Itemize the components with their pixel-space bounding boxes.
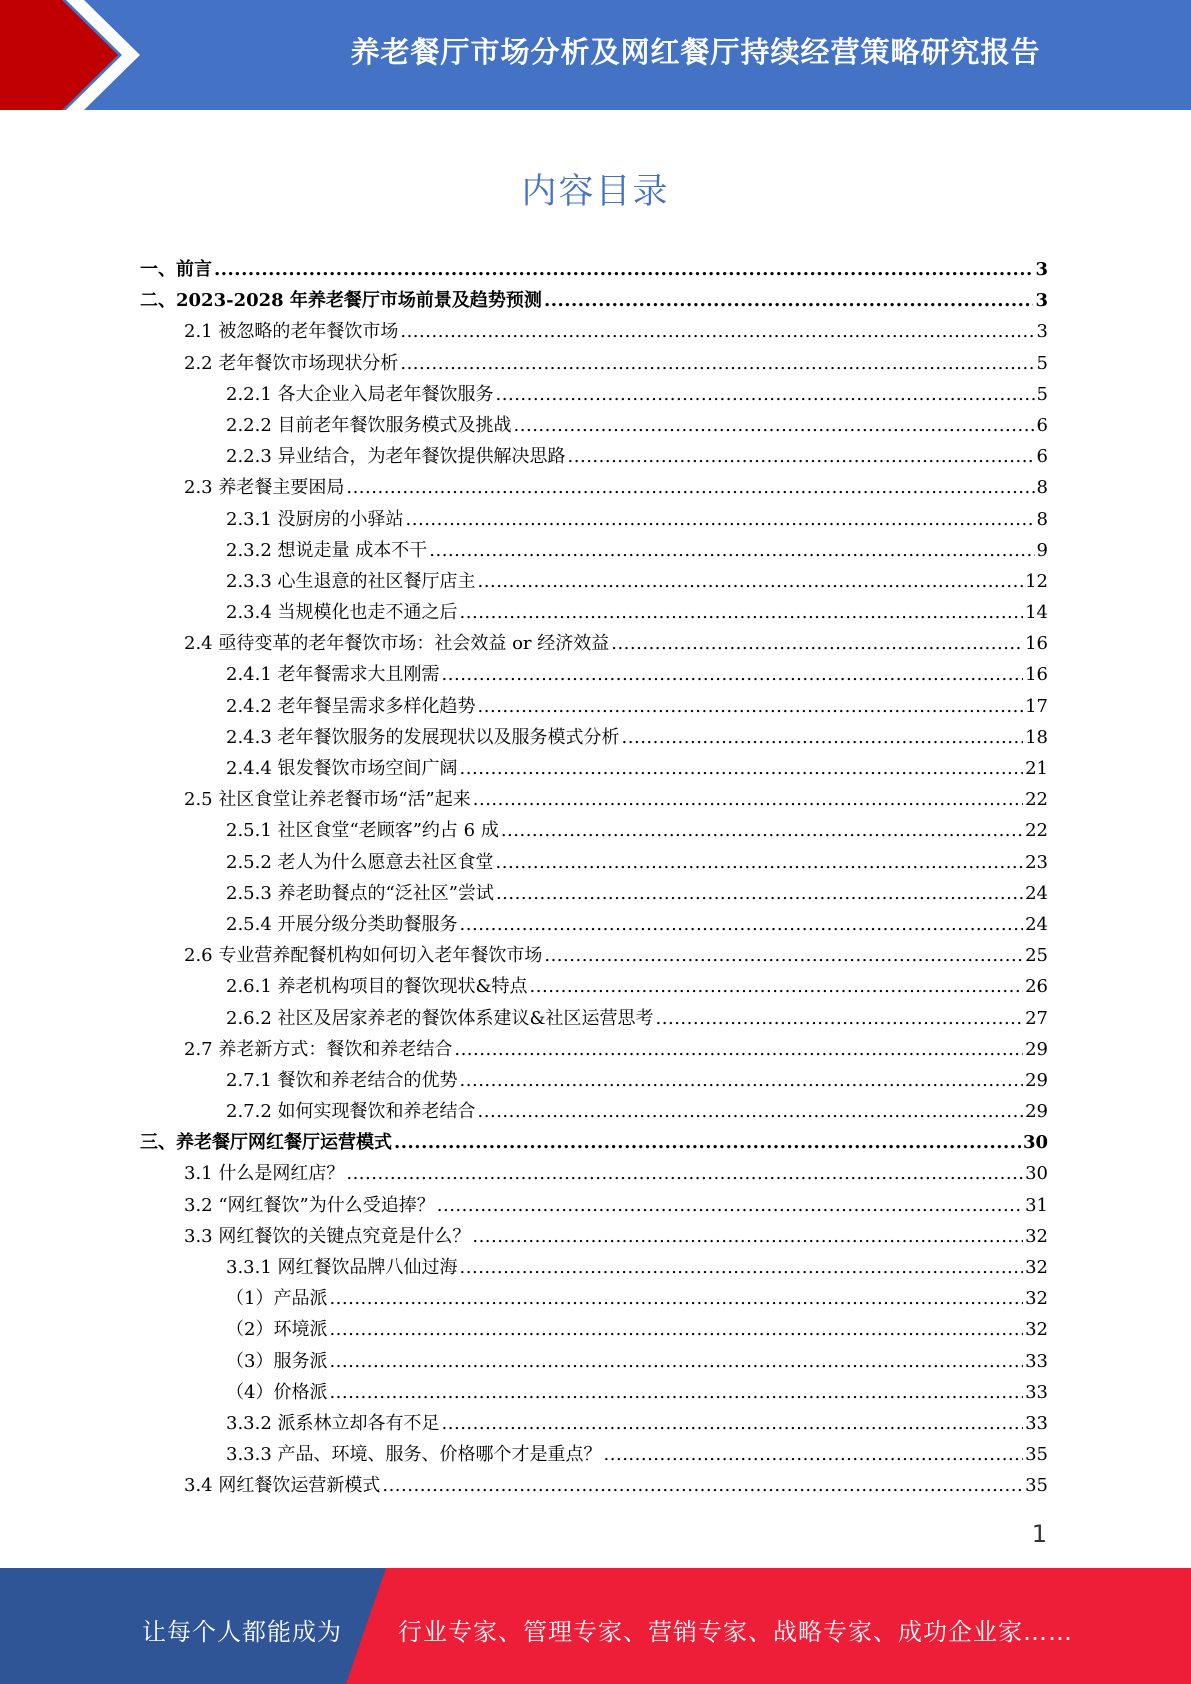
toc-dot-leader (329, 1314, 1023, 1345)
toc-entry-title: 2.5.1 社区食堂“老顾客”约占 6 成 (226, 820, 499, 842)
toc-entry-page: 5 (1036, 383, 1048, 405)
toc-entry[interactable] (140, 722, 1048, 753)
toc-dot-leader (437, 1190, 1023, 1221)
toc-entry-title: （2）环境派 (226, 1319, 328, 1341)
toc-entry-title: 3.3.2 派系林立却各有不足 (226, 1412, 440, 1434)
toc-entry-page: 5 (1036, 352, 1048, 374)
toc-dot-leader (394, 1127, 1021, 1158)
toc-entry-title: 2.5.4 开展分级分类助餐服务 (226, 913, 458, 935)
toc-entry-title: 2.2.1 各大企业入局老年餐饮服务 (226, 383, 494, 405)
toc-dot-leader (478, 691, 1024, 722)
toc-entry-page: 3 (1036, 321, 1048, 343)
toc-entry[interactable] (140, 628, 1048, 659)
toc-entry[interactable] (140, 535, 1048, 566)
toc-entry-title: 2.7.2 如何实现餐饮和养老结合 (226, 1101, 476, 1123)
toc-entry-page: 30 (1022, 1132, 1048, 1154)
toc-entry-page: 25 (1025, 945, 1048, 967)
toc-dot-leader (442, 1408, 1024, 1439)
toc-entry-page: 27 (1025, 1007, 1048, 1029)
toc-entry[interactable] (140, 504, 1048, 535)
toc-entry-page: 16 (1025, 633, 1048, 655)
toc-entry-title: 二、2023-2028 年养老餐厅市场前景及趋势预测 (140, 290, 542, 312)
toc-dot-leader (544, 285, 1034, 316)
toc-entry[interactable] (140, 753, 1048, 784)
toc-entry-page: 22 (1025, 789, 1048, 811)
toc-entry-title: 2.3.2 想说走量 成本不干 (226, 539, 428, 561)
toc-dot-leader (406, 504, 1035, 535)
toc-entry-title: 2.3.1 没厨房的小驿站 (226, 508, 404, 530)
toc-dot-leader (496, 379, 1035, 410)
toc-dot-leader (611, 628, 1023, 659)
toc-entry[interactable] (140, 1314, 1048, 1345)
toc-entry-page: 17 (1025, 695, 1048, 717)
toc-entry-title: 3.1 什么是网红店？ (184, 1163, 345, 1185)
toc-dot-leader (514, 410, 1035, 441)
toc-entry-page: 24 (1025, 913, 1048, 935)
toc-entry-page: 26 (1025, 976, 1048, 998)
toc-dot-leader (214, 254, 1033, 285)
toc-entry[interactable] (140, 971, 1048, 1002)
toc-entry[interactable] (140, 597, 1048, 628)
toc-entry-page: 3 (1035, 259, 1048, 280)
toc-entry-page: 21 (1025, 758, 1048, 779)
toc-entry-page: 3 (1035, 290, 1048, 312)
toc-entry[interactable] (140, 1158, 1048, 1189)
toc-entry[interactable] (140, 659, 1048, 690)
toc-entry-page: 6 (1036, 414, 1048, 436)
toc-dot-leader (604, 1439, 1024, 1470)
toc-entry[interactable] (140, 1003, 1048, 1034)
toc-entry-page: 32 (1025, 1225, 1048, 1247)
toc-entry-page: 29 (1025, 1069, 1048, 1091)
toc-entry-title: 2.4.4 银发餐饮市场空间广阔 (226, 758, 458, 779)
toc-entry-title: 2.3.3 心生退意的社区餐厅店主 (226, 570, 476, 592)
toc-entry-title: 2.4 亟待变革的老年餐饮市场：社会效益 or 经济效益 (184, 633, 610, 655)
toc-entry[interactable] (140, 441, 1048, 472)
toc-dot-leader (478, 566, 1024, 597)
toc-entry[interactable] (140, 847, 1048, 878)
toc-entry-page: 24 (1025, 882, 1048, 904)
toc-entry-title: 2.7.1 餐饮和养老结合的优势 (226, 1069, 458, 1091)
toc-entry[interactable] (140, 909, 1048, 940)
toc-entry-page: 14 (1025, 602, 1048, 624)
toc-dot-leader (530, 971, 1024, 1002)
toc-entry[interactable] (140, 1221, 1048, 1252)
toc-dot-leader (478, 1096, 1024, 1127)
toc-entry-title: 2.3 养老餐主要困局 (184, 477, 345, 499)
toc-entry[interactable] (140, 472, 1048, 503)
toc-entry-title: 三、养老餐厅网红餐厅运营模式 (140, 1132, 392, 1154)
toc-entry[interactable] (140, 566, 1048, 597)
toc-dot-leader (460, 1065, 1024, 1096)
report-title: 养老餐厅市场分析及网红餐厅持续经营策略研究报告 (350, 35, 1041, 69)
toc-entry-page: 8 (1036, 508, 1048, 530)
toc-dot-leader (501, 815, 1023, 846)
toc-entry-page: 32 (1025, 1257, 1048, 1278)
toc-dot-leader (346, 472, 1034, 503)
toc-entry-title: 一、前言 (140, 259, 212, 280)
toc-entry[interactable] (140, 940, 1048, 971)
toc-dot-leader (473, 784, 1023, 815)
toc-entry-page: 33 (1025, 1350, 1048, 1372)
toc-entry[interactable] (140, 1408, 1048, 1439)
toc-dot-leader (622, 722, 1024, 753)
footer-slogan-right: 行业专家、管理专家、营销专家、战略专家、成功企业家…… (398, 1618, 1073, 1646)
toc-entry-page: 22 (1025, 820, 1048, 842)
toc-dot-leader (460, 597, 1024, 628)
toc-entry-page: 33 (1025, 1412, 1048, 1434)
toc-entry-page: 29 (1025, 1101, 1048, 1123)
toc-dot-leader (442, 659, 1024, 690)
toc-dot-leader (382, 1470, 1023, 1501)
toc-entry-title: 3.4 网红餐饮运营新模式 (184, 1475, 381, 1497)
page-number: 1 (1031, 1520, 1047, 1548)
header-chevron-decoration (0, 0, 150, 110)
toc-entry-title: 2.6.1 养老机构项目的餐饮现状&特点 (226, 976, 528, 998)
toc-entry-title: （4）价格派 (226, 1381, 328, 1403)
toc-dot-leader (429, 535, 1034, 566)
toc-entry-title: （3）服务派 (226, 1350, 328, 1372)
toc-entry-title: 2.7 养老新方式：餐饮和养老结合 (184, 1038, 453, 1060)
toc-entry[interactable] (140, 815, 1048, 846)
toc-entry-page: 29 (1025, 1038, 1048, 1060)
footer-banner (0, 1568, 1191, 1684)
toc-entry[interactable] (140, 1283, 1048, 1314)
toc-entry-title: 2.6 专业营养配餐机构如何切入老年餐饮市场 (184, 945, 543, 967)
toc-entry-page: 8 (1036, 477, 1048, 499)
toc-entry[interactable] (140, 254, 1048, 285)
toc-dot-leader (496, 878, 1023, 909)
toc-entry[interactable] (140, 316, 1048, 347)
toc-entry-title: 3.3.1 网红餐饮品牌八仙过海 (226, 1257, 458, 1278)
toc-entry-page: 16 (1025, 664, 1048, 686)
toc-dot-leader (454, 1034, 1023, 1065)
toc-entry[interactable] (140, 1377, 1048, 1408)
toc-entry[interactable] (140, 348, 1048, 379)
toc-entry-title: 2.2.2 目前老年餐饮服务模式及挑战 (226, 414, 512, 436)
toc-entry[interactable] (140, 1190, 1048, 1221)
toc-dot-leader (460, 1252, 1024, 1283)
toc-dot-leader (496, 847, 1024, 878)
toc-entry[interactable] (140, 285, 1048, 316)
toc-entry-page: 31 (1025, 1194, 1048, 1216)
toc-entry-page: 6 (1036, 446, 1048, 468)
toc-entry-page: 32 (1025, 1319, 1048, 1341)
toc-entry-page: 32 (1025, 1288, 1048, 1310)
toc-entry[interactable] (140, 1439, 1048, 1470)
toc-dot-leader (460, 909, 1024, 940)
toc-entry-title: 2.4.1 老年餐需求大且刚需 (226, 664, 440, 686)
toc-entry-title: 3.2 “网红餐饮”为什么受追捧？ (184, 1194, 435, 1216)
toc-dot-leader (568, 441, 1035, 472)
toc-entry-title: 3.3.3 产品、环境、服务、价格哪个才是重点？ (226, 1444, 602, 1466)
toc-entry[interactable] (140, 784, 1048, 815)
toc-entry[interactable] (140, 878, 1048, 909)
toc-entry-title: 2.3.4 当规模化也走不通之后 (226, 602, 458, 624)
toc-entry-title: 2.5.2 老人为什么愿意去社区食堂 (226, 851, 494, 873)
table-of-contents (140, 254, 1048, 1502)
toc-entry[interactable] (140, 1034, 1048, 1065)
toc-entry-title: 2.2 老年餐饮市场现状分析 (184, 352, 399, 374)
toc-entry-page: 18 (1025, 726, 1048, 748)
toc-dot-leader (400, 316, 1034, 347)
footer-slogan-left: 让每个人都能成为 (142, 1618, 342, 1646)
toc-entry[interactable] (140, 410, 1048, 441)
toc-entry-page: 33 (1025, 1381, 1048, 1403)
toc-entry[interactable] (140, 1065, 1048, 1096)
toc-entry-page: 12 (1025, 570, 1048, 592)
toc-entry-page: 35 (1025, 1475, 1048, 1497)
toc-dot-leader (400, 348, 1034, 379)
toc-entry[interactable] (140, 1127, 1048, 1158)
toc-entry-page: 35 (1025, 1444, 1048, 1466)
toc-entry-title: 3.3 网红餐饮的关键点究竟是什么？ (184, 1225, 471, 1247)
toc-entry-title: 2.1 被忽略的老年餐饮市场 (184, 321, 399, 343)
toc-entry-title: 2.4.3 老年餐饮服务的发展现状以及服务模式分析 (226, 726, 620, 748)
toc-dot-leader (329, 1377, 1023, 1408)
toc-entry-title: 2.2.3 异业结合，为老年餐饮提供解决思路 (226, 446, 566, 468)
toc-entry-title: 2.6.2 社区及居家养老的餐饮体系建议&社区运营思考 (226, 1007, 654, 1029)
toc-dot-leader (656, 1003, 1024, 1034)
toc-entry-title: 2.5 社区食堂让养老餐市场“活”起来 (184, 789, 471, 811)
toc-heading: 内容目录 (521, 172, 670, 212)
toc-entry[interactable] (140, 379, 1048, 410)
toc-entry-title: （1）产品派 (226, 1288, 328, 1310)
toc-dot-leader (544, 940, 1023, 971)
toc-dot-leader (329, 1346, 1023, 1377)
toc-entry-title: 2.5.3 养老助餐点的“泛社区”尝试 (226, 882, 494, 904)
toc-entry-page: 23 (1025, 851, 1048, 873)
toc-entry[interactable] (140, 1470, 1048, 1501)
toc-entry-page: 9 (1036, 539, 1048, 561)
toc-entry[interactable] (140, 691, 1048, 722)
toc-entry[interactable] (140, 1252, 1048, 1283)
toc-dot-leader (472, 1221, 1023, 1252)
header-banner (0, 0, 1191, 110)
toc-entry[interactable] (140, 1346, 1048, 1377)
toc-entry-page: 30 (1025, 1163, 1048, 1185)
toc-dot-leader (346, 1158, 1023, 1189)
toc-dot-leader (460, 753, 1024, 784)
toc-entry-title: 2.4.2 老年餐呈需求多样化趋势 (226, 695, 476, 717)
toc-entry[interactable] (140, 1096, 1048, 1127)
toc-dot-leader (329, 1283, 1023, 1314)
